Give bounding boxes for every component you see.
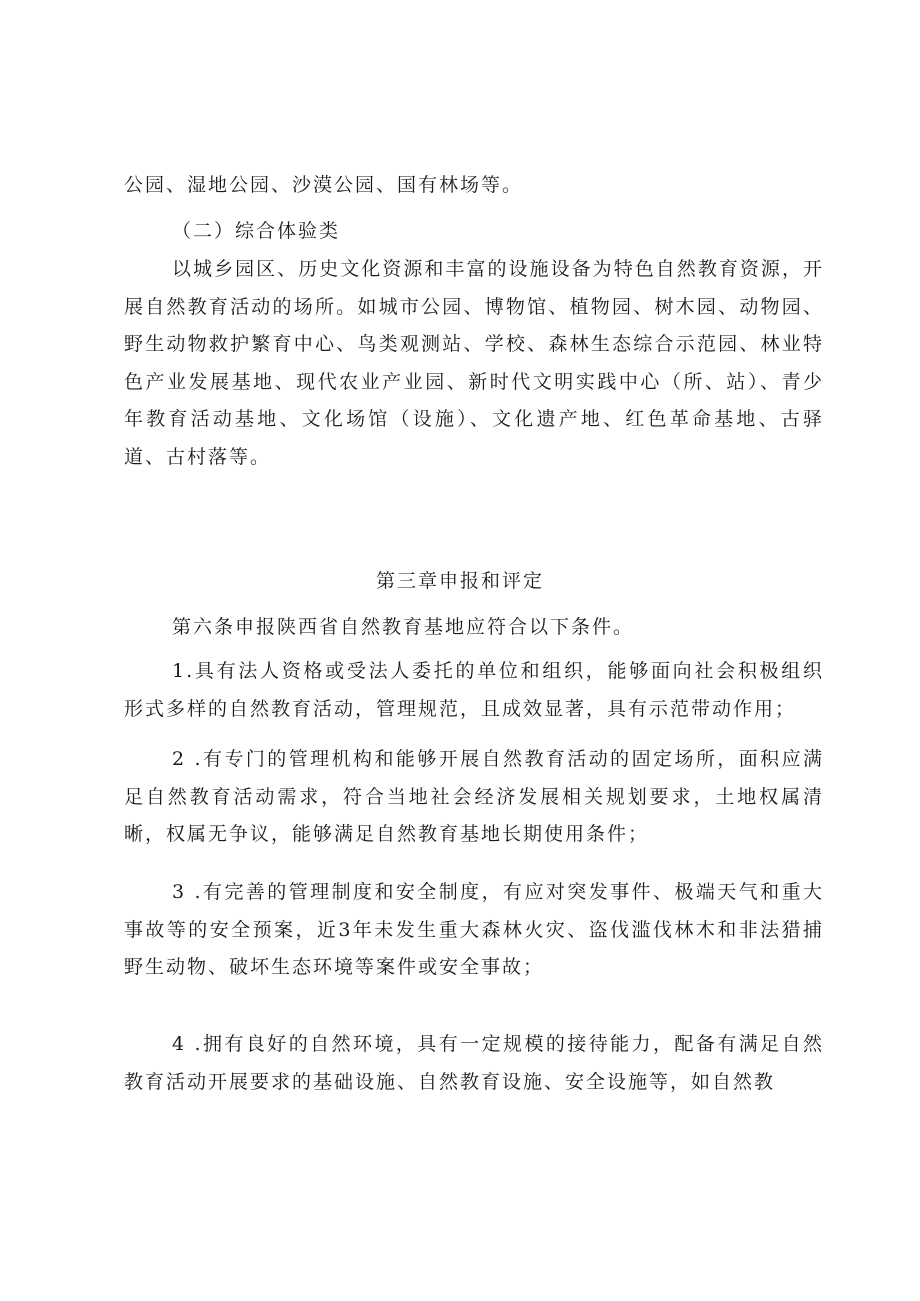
section-heading-comprehensive-experience: （二）综合体验类 [172,220,341,242]
paragraph-comprehensive-experience: 以城乡园区、历史文化资源和丰富的设施设备为特色自然教育资源，开展自然教育活动的场所。如城市公园、博物馆、植物园、树木园、动物园、野生动物救护繁育中心、鸟类观测站、学校、森林生态综合示范园、林业特色产业发展基地、现代农业产业园、新时代文明实践中心（所、站）、青少年教育活动基地、文化场馆（设施）、文化遗产地、红色革命基地、古驿道、古村落等。 [124,258,824,468]
condition-item-4: 4 .拥有良好的自然环境，具有一定规模的接待能力，配备有满足自然教育活动开展要求的基础设施、自然教育设施、安全设施等，如自然教 [124,1033,824,1093]
article-6: 第六条申报陕西省自然教育基地应符合以下条件。 [172,616,635,638]
condition-item-1: 1.具有法人资格或受法人委托的单位和组织，能够面向社会积极组织形式多样的自然教育活动，管理规范，且成效显著，具有示范带动作用； [124,660,824,720]
condition-item-2: 2 .有专门的管理机构和能够开展自然教育活动的固定场所，面积应满足自然教育活动需求，符合当地社会经济发展相关规划要求，土地权属清晰，权属无争议，能够满足自然教育基地长期使用条件； [124,748,824,845]
paragraph-continuation: 公园、湿地公园、沙漠公园、国有林场等。 [124,174,524,196]
chapter-title: 第三章申报和评定 [375,570,544,592]
condition-item-3: 3 .有完善的管理制度和安全制度，有应对突发事件、极端天气和重大事故等的安全预案，近3年未发生重大森林火灾、盗伐滥伐林木和非法猎捕野生动物、破坏生态环境等案件或安全事故； [124,881,824,978]
